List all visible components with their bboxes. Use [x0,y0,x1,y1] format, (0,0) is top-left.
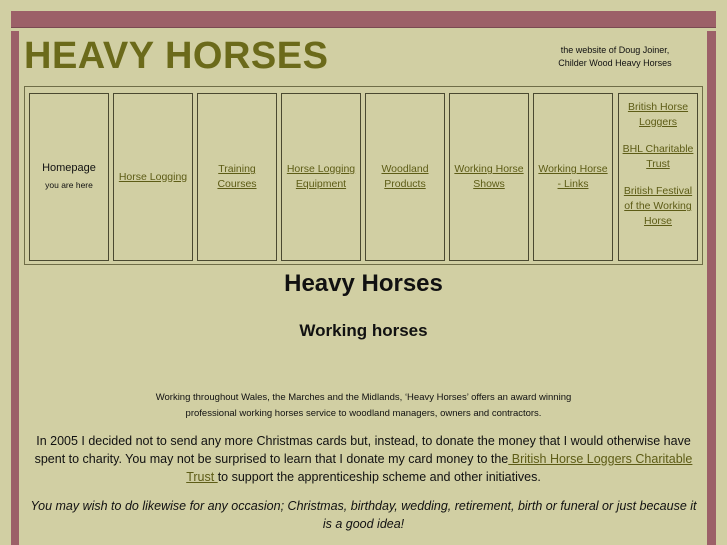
nav-cell-training-courses [197,93,277,261]
nav-link-working-horse-shows[interactable] [454,162,523,192]
nav-home-cell [29,93,109,261]
nav-link-equipment-line-2: Equipment [295,178,347,190]
nav-link-equipment-line-1: Horse Logging [286,163,356,175]
intro-line-1: Working throughout Wales, the Marches and the Midlands, ‘Heavy Horses’ offers an award winning [155,392,572,403]
christmas-paragraph [30,432,697,486]
tagline-line-1: the website of Doug Joiner, [560,45,670,55]
intro-paragraph [130,390,597,422]
top-accent-bar [11,11,716,28]
nav-link-festival-line-1: British Festival [623,185,693,197]
nav-cell-working-horse-links [533,93,613,261]
nav-link-woodland-products[interactable] [381,162,428,192]
nav-link-bhl-charitable-trust[interactable] [623,142,694,172]
nav-cell-working-horse-shows [449,93,529,261]
nav-link-british-horse-loggers[interactable] [628,100,688,130]
tagline-line-2: Childer Wood Heavy Horses [558,58,672,68]
nav-link-bhl-line-1: British Horse [627,101,689,113]
intro-line-2: professional working horses service to woodland managers, owners and contractors. [185,408,542,419]
nav-link-links-line-1: Working Horse [538,163,608,175]
nav-link-trust-line-2: Trust [646,158,670,170]
nav-cell-woodland-products [365,93,445,261]
page-subheading: Working horses [299,321,428,340]
nav-link-festival-line-2: of the Working [624,200,692,212]
likewise-paragraph: You may wish to do likewise for any occasion; Christmas, birthday, wedding, retirement, birth or funeral or just because it is a good idea! [30,499,697,531]
nav-link-festival-line-3: Horse [643,215,672,227]
nav-link-links-line-2: - Links [557,178,589,190]
nav-link-training-courses-line-1: Training [218,163,256,175]
site-tagline [540,44,690,70]
nav-link-bhl-line-2: Loggers [639,116,677,128]
nav-cell-associations [618,93,698,261]
nav-link-british-festival[interactable] [624,184,692,229]
bhl-trust-inline-link[interactable]: British Horse Loggers Charitable Trust [186,452,693,484]
christmas-text-after: to support the apprenticeship scheme and other initiatives. [217,470,541,484]
nav-link-working-horse-links[interactable] [538,162,607,192]
nav-link-woodland-line-2: Products [384,178,426,190]
nav-link-woodland-line-1: Woodland [381,163,429,175]
nav-link-horse-logging-equipment[interactable] [287,162,355,192]
nav-link-horse-logging-label: Horse Logging [118,170,188,183]
nav-home-label: Homepage [42,162,96,174]
christmas-text-before: In 2005 I decided not to send any more Christmas cards but, instead, to donate the money that I would otherwise have spent to charity. You may not be surprised to learn that I donate my card money to the [34,434,691,466]
nav-cell-horse-logging [113,93,193,261]
nav-link-shows-line-1: Working Horse [454,163,524,175]
nav-link-training-courses-line-2: Courses [217,178,257,190]
site-title: HEAVY HORSES [24,35,329,77]
nav-link-training-courses[interactable] [217,162,256,192]
nav-link-trust-line-1: BHL Charitable [622,143,694,155]
nav-cell-horse-logging-equipment [281,93,361,261]
nav-home-status: you are here [45,180,93,190]
page-heading: Heavy Horses [284,270,443,297]
nav-table [24,86,703,265]
nav-link-horse-logging[interactable] [119,170,187,185]
nav-link-shows-line-2: Shows [473,178,505,190]
